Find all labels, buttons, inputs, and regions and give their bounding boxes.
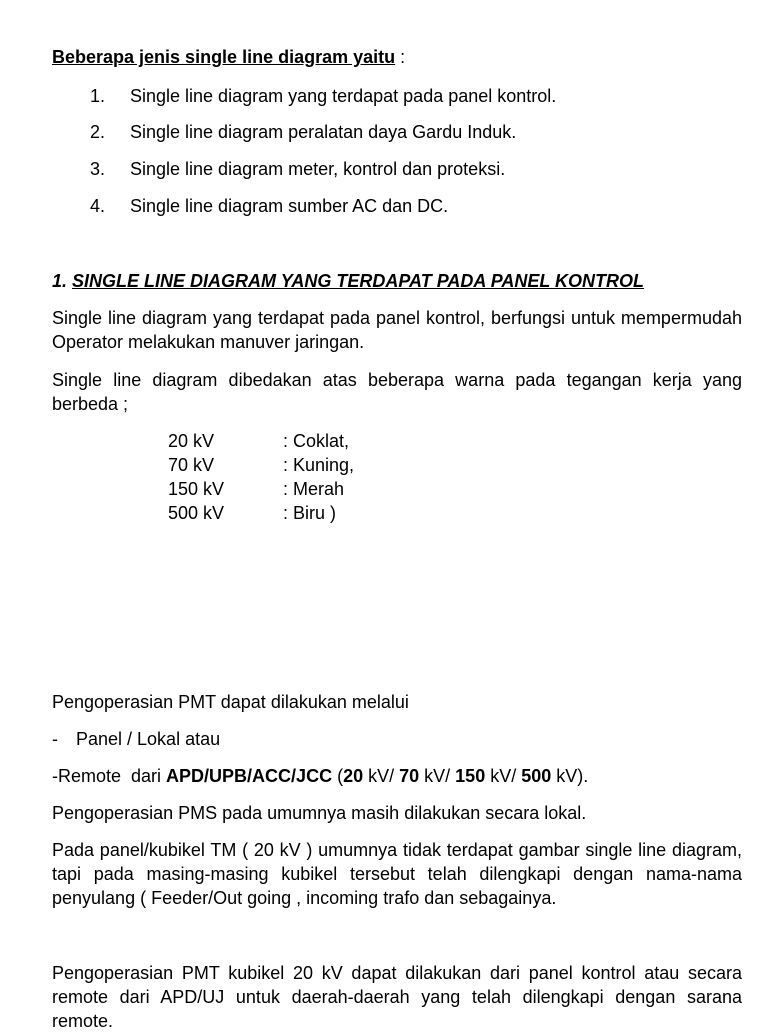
remote-voltage-70: 70	[399, 766, 420, 786]
remote-voltage-20: 20	[343, 766, 364, 786]
voltage-label: 150 kV	[168, 479, 225, 499]
voltage-label: 500 kV	[168, 503, 225, 523]
option-panel-lokal: Panel / Lokal atau	[76, 729, 221, 749]
remote-unit: kV/	[485, 766, 522, 786]
remote-open-paren: (	[332, 766, 344, 786]
section1-paragraph-function: Single line diagram yang terdapat pada panel kontrol, berfungsi untuk mempermudah Operator melakukan manuver jaringan.	[52, 308, 742, 352]
intro-heading: Beberapa jenis single line diagram yaitu	[52, 47, 396, 67]
list-item-number: 4.	[90, 196, 106, 216]
section1-heading	[52, 269, 644, 293]
list-item: Single line diagram peralatan daya Gardu Induk.	[130, 122, 517, 142]
list-item: Single line diagram sumber AC dan DC.	[130, 196, 449, 216]
voltage-label: 70 kV	[168, 455, 215, 475]
list-item-number: 3.	[90, 159, 106, 179]
pmt-operation-intro: Pengoperasian PMT dapat dilakukan melalui	[52, 692, 409, 712]
remote-unit: kV/	[363, 766, 400, 786]
voltage-color: : Biru )	[283, 503, 337, 523]
list-item: Single line diagram meter, kontrol dan proteksi.	[130, 159, 506, 179]
intro-heading-line	[52, 45, 405, 69]
remote-voltage-500: 500	[521, 766, 552, 786]
pms-operation-text: Pengoperasian PMS pada umumnya masih dilakukan secara lokal.	[52, 803, 587, 823]
intro-heading-suffix: :	[395, 47, 406, 67]
voltage-color: : Coklat,	[283, 431, 350, 451]
remote-voltage-150: 150	[455, 766, 486, 786]
remote-prefix: -Remote dari	[52, 766, 167, 786]
section1-title: SINGLE LINE DIAGRAM YANG TERDAPAT PADA PANEL KONTROL	[72, 271, 645, 291]
voltage-color: : Kuning,	[283, 455, 355, 475]
list-item: Single line diagram yang terdapat pada panel kontrol.	[130, 86, 557, 106]
remote-centers: APD/UPB/ACC/JCC	[166, 766, 333, 786]
panel-tm-paragraph: Pada panel/kubikel TM ( 20 kV ) umumnya tidak terdapat gambar single line diagram, tapi pada masing-masing kubikel tersebut telah dilengkapi dengan nama-nama penyulang ( Feeder/Out going , incoming trafo dan sebagainya.	[52, 840, 742, 908]
section1-paragraph-colors: Single line diagram dibedakan atas beberapa warna pada tegangan kerja yang berbeda ;	[52, 370, 742, 414]
option-dash: -	[52, 729, 58, 749]
pmt-kubikel-paragraph: Pengoperasian PMT kubikel 20 kV dapat dilakukan dari panel kontrol atau secara remote dari APD/UJ untuk daerah-daerah yang telah dilengkapi dengan sarana remote.	[52, 963, 742, 1031]
voltage-label: 20 kV	[168, 431, 215, 451]
voltage-color: : Merah	[283, 479, 345, 499]
remote-unit: kV).	[551, 766, 589, 786]
section1-number: 1.	[52, 271, 68, 291]
option-remote	[52, 764, 588, 788]
list-item-number: 1.	[90, 86, 106, 106]
remote-unit: kV/	[419, 766, 456, 786]
list-item-number: 2.	[90, 122, 106, 142]
